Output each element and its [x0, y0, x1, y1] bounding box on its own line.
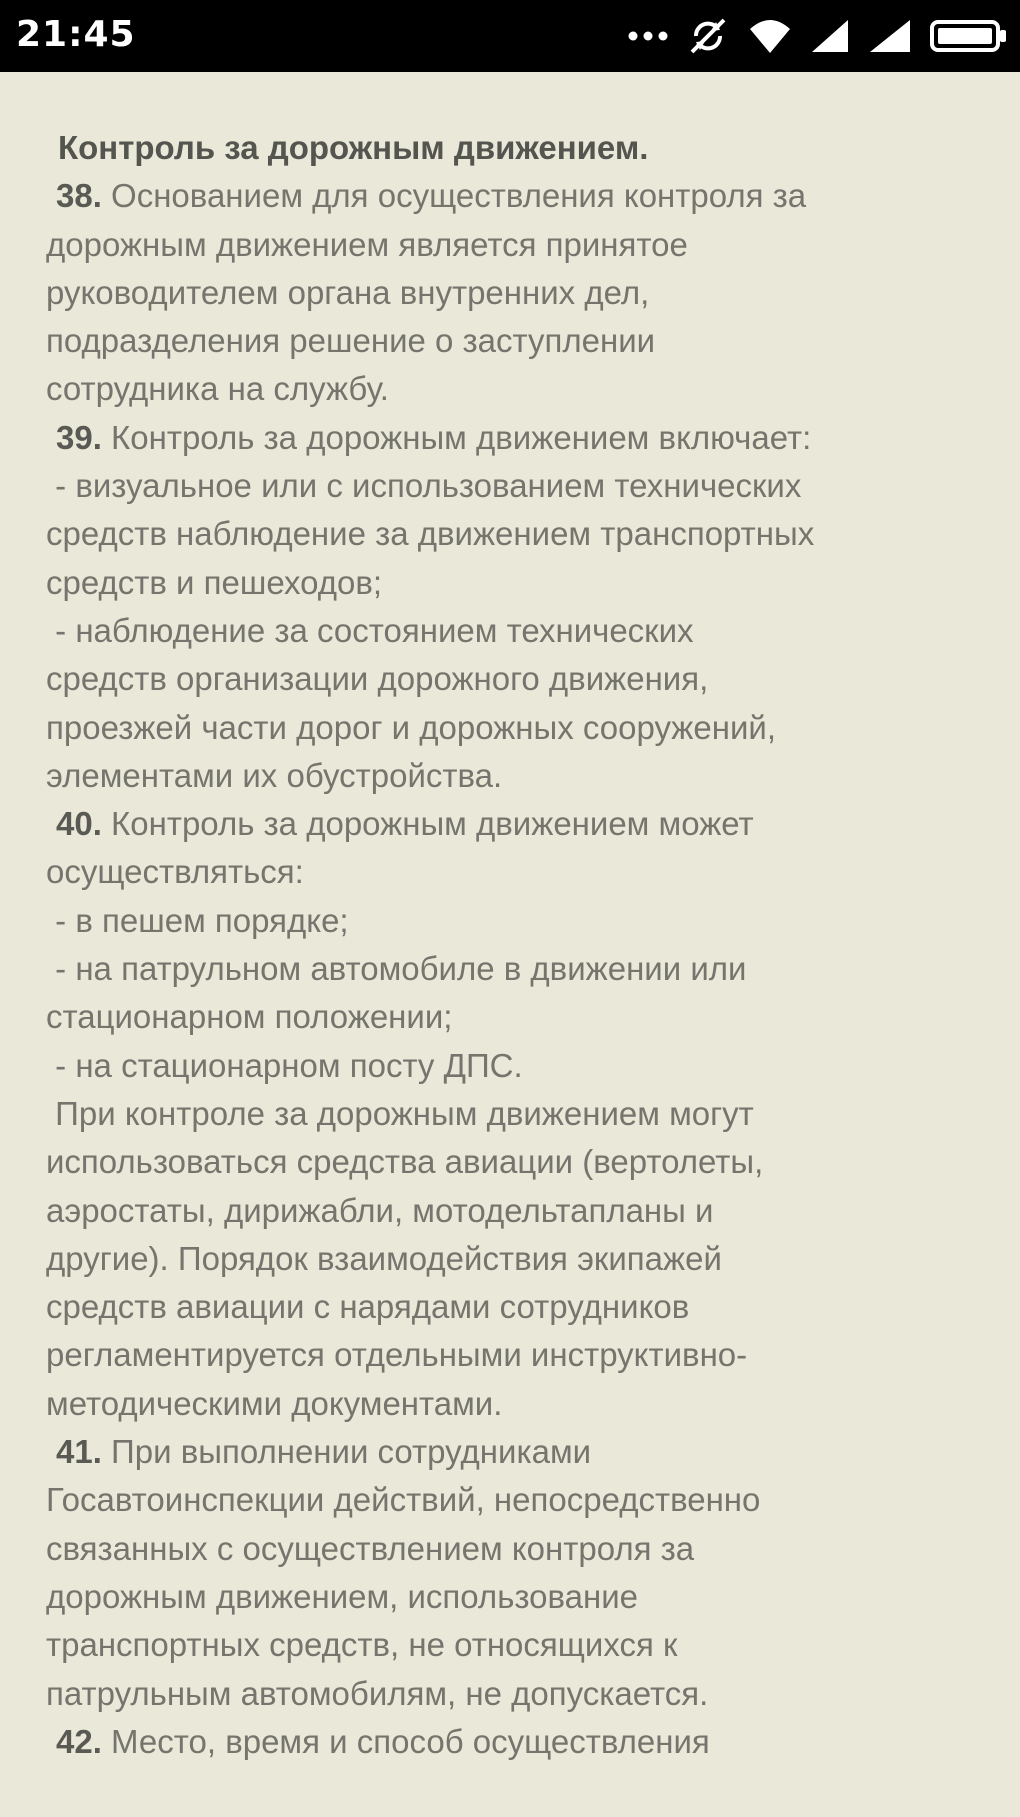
line-text: Контроль за дорожным движением может: [101, 805, 754, 843]
paragraph-number: 38.: [56, 177, 102, 215]
paragraph-number: 40.: [56, 805, 102, 843]
line-text: Госавтоинспекции действий, непосредственно: [46, 1481, 761, 1519]
paragraph-start-line: [46, 1718, 986, 1766]
text-line: [46, 1138, 986, 1186]
paragraph-number: 39.: [56, 418, 102, 456]
more-dots-icon: [628, 30, 668, 42]
sync-off-icon: [686, 16, 730, 56]
line-text: При контроле за дорожным движением могут: [46, 1094, 754, 1132]
status-time: 21:45: [16, 14, 136, 55]
text-line: [46, 1187, 986, 1235]
line-text: - на патрульном автомобиле в движении или: [46, 950, 747, 988]
line-text: При выполнении сотрудниками: [101, 1433, 592, 1471]
section-heading: Контроль за дорожным движением.: [58, 129, 649, 166]
line-text: руководителем органа внутренних дел,: [46, 273, 650, 311]
text-line: [46, 1621, 986, 1669]
line-text: регламентируется отдельными инструктивно-: [46, 1336, 748, 1374]
text-line: [46, 752, 986, 800]
paragraph-number: 42.: [56, 1722, 102, 1760]
line-text: дорожным движением, использование: [46, 1577, 639, 1615]
paragraph-start-line: [46, 172, 986, 220]
line-text: проезжей части дорог и дорожных сооружений,: [46, 708, 776, 746]
status-bar: [0, 0, 1020, 72]
text-line: [46, 1090, 986, 1138]
text-line: [46, 607, 986, 655]
line-text: средств авиации с нарядами сотрудников: [46, 1288, 690, 1326]
status-icons: [628, 14, 1008, 58]
text-line: [46, 462, 986, 510]
text-line: [46, 317, 986, 365]
line-text: стационарном положении;: [46, 998, 453, 1036]
line-text: Место, время и способ осуществления: [101, 1722, 710, 1760]
line-text: транспортных средств, не относящихся к: [46, 1626, 678, 1664]
text-line: [46, 221, 986, 269]
paragraph-start-line: [46, 414, 986, 462]
document-text: [46, 124, 986, 1766]
text-line: [46, 704, 986, 752]
line-text: связанных с осуществлением контроля за: [46, 1529, 695, 1567]
text-line: [46, 559, 986, 607]
document-lines: [46, 172, 986, 1766]
text-line: [46, 848, 986, 896]
line-text: средств наблюдение за движением транспортных: [46, 515, 815, 553]
text-line: [46, 1235, 986, 1283]
text-line: [46, 1042, 986, 1090]
line-text: другие). Порядок взаимодействия экипажей: [46, 1239, 722, 1277]
text-line: [46, 1525, 986, 1573]
text-line: [46, 1380, 986, 1428]
text-line: [46, 269, 986, 317]
line-text: методическими документами.: [46, 1384, 503, 1422]
line-text: осуществляться:: [46, 853, 304, 891]
line-text: средств организации дорожного движения,: [46, 660, 709, 698]
line-text: дорожным движением является принятое: [46, 225, 688, 263]
paragraph-number: 41.: [56, 1433, 102, 1471]
battery-icon: [930, 19, 1008, 53]
line-text: аэростаты, дирижабли, мотодельтапланы и: [46, 1191, 714, 1229]
signal-icon: [810, 18, 850, 54]
line-text: Основанием для осуществления контроля за: [101, 177, 807, 215]
line-text: - наблюдение за состоянием технических: [46, 611, 694, 649]
wifi-icon: [748, 17, 792, 55]
line-text: средств и пешеходов;: [46, 563, 383, 601]
text-line: [46, 1283, 986, 1331]
line-text: Контроль за дорожным движением включает:: [101, 418, 812, 456]
signal-icon: [868, 18, 912, 54]
text-line: [46, 945, 986, 993]
line-text: использоваться средства авиации (вертолеты,: [46, 1143, 764, 1181]
text-line: [46, 1670, 986, 1718]
text-line: [46, 897, 986, 945]
text-line: [46, 365, 986, 413]
line-text: сотрудника на службу.: [46, 370, 389, 408]
line-text: - визуальное или с использованием технических: [46, 467, 802, 505]
paragraph-start-line: [46, 1428, 986, 1476]
text-line: [46, 1331, 986, 1379]
text-line: [46, 1476, 986, 1524]
line-text: - в пешем порядке;: [46, 901, 349, 939]
paragraph-start-line: [46, 800, 986, 848]
line-text: подразделения решение о заступлении: [46, 322, 656, 360]
line-text: элементами их обустройства.: [46, 756, 503, 794]
text-line: [46, 1573, 986, 1621]
text-line: [46, 655, 986, 703]
line-text: - на стационарном посту ДПС.: [46, 1046, 523, 1084]
line-text: патрульным автомобилям, не допускается.: [46, 1674, 709, 1712]
text-line: [46, 993, 986, 1041]
text-line: [46, 510, 986, 558]
